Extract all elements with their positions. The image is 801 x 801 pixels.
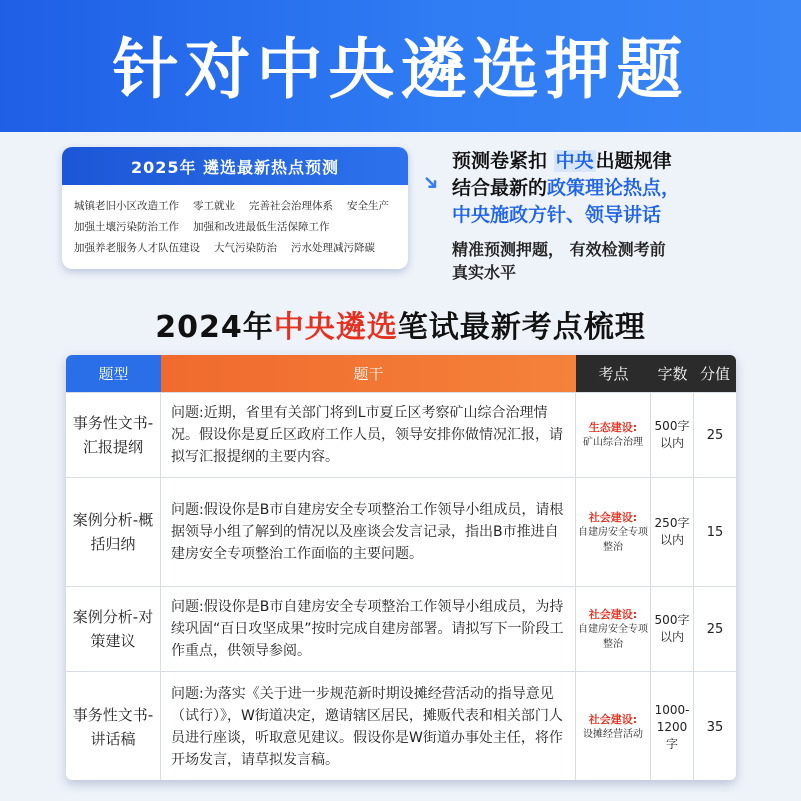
section-title-post: 笔试最新考点梳理 [397, 310, 646, 345]
pitch-sub-line: 真实水平 [452, 263, 517, 282]
hot-topics-row [74, 237, 398, 258]
cell-type: 案例分析-对策建议 [66, 587, 161, 671]
banner-title: 针对中央遴选押题 [112, 30, 689, 108]
cell-stem: 问题:假设你是B市自建房安全专项整治工作领导小组成员，为持续巩固“百日攻坚成果”按时完成自建房部署。请拟写下一阶段工作重点，供领导参阅。 [161, 587, 576, 671]
pitch-text [452, 148, 792, 229]
hot-topic: 城镇老旧小区改造工作 [74, 200, 179, 212]
hot-topic: 加强和改进最低生活保障工作 [193, 221, 330, 233]
cell-score: 25 [706, 427, 724, 443]
header-score: 分值 [694, 355, 736, 392]
key-point-text: 矿山综合治理 [583, 437, 643, 448]
cell-word-count: 1000-1200字 [651, 672, 694, 780]
cell-word-count: 500字以内 [651, 587, 694, 671]
cell-key-point [576, 672, 651, 780]
hot-topic: 加强土壤污染防治工作 [74, 221, 179, 233]
cell-type: 案例分析-概括归纳 [66, 478, 161, 586]
table-header [66, 355, 736, 392]
cell-key-point [576, 393, 651, 477]
hot-topic: 完善社会治理体系 [249, 200, 333, 212]
cell-key-point [576, 478, 651, 586]
key-point-text: 自建房安全专项整治 [578, 623, 648, 650]
hot-topic: 安全生产 [347, 200, 389, 212]
cell-type: 事务性文书-讲话稿 [66, 672, 161, 780]
key-point-tag: 社会建设: [588, 607, 638, 621]
key-point-tag: 社会建设: [588, 713, 638, 726]
key-point-tag: 社会建设: [588, 510, 638, 524]
top-banner [0, 0, 801, 132]
pitch-line: 中央施政方针、领导讲话 [452, 204, 662, 226]
hot-topic: 大气污染防治 [214, 242, 277, 254]
pitch-fragment: 结合最新的 [452, 177, 548, 199]
hot-topics-list [62, 185, 408, 258]
table-row [66, 392, 736, 477]
pitch-line [452, 148, 792, 175]
hot-topics-title: 2025年 遴选最新热点预测 [62, 147, 408, 185]
hot-topics-row [74, 216, 398, 237]
cell-score: 25 [706, 621, 724, 637]
pitch-subtext [452, 238, 752, 284]
header-type: 题型 [66, 355, 161, 392]
section-title-highlight: 中央遴选 [273, 310, 398, 345]
cell-stem: 问题:为落实《关于进一步规范新时期设摊经营活动的指导意见（试行）》，W街道决定，邀请辖区居民，摊贩代表和相关部门人员进行座谈，听取意见建议。假设你是W街道办事处主任，将作开场发言，请草拟发言稿。 [161, 672, 576, 780]
hot-topics-row [74, 195, 398, 216]
pitch-sub-line: 精准预测押题， 有效检测考前 [452, 240, 666, 259]
header-stem: 题干 [161, 355, 576, 392]
hot-topic: 零工就业 [193, 200, 235, 212]
header-word-count: 字数 [651, 355, 694, 392]
cell-word-count: 500字以内 [651, 393, 694, 477]
cell-word-count: 250字以内 [651, 478, 694, 586]
key-point-text: 自建房安全专项整治 [578, 526, 648, 553]
cell-type: 事务性文书-汇报提纲 [66, 393, 161, 477]
pitch-highlight: 政策理论热点， [547, 177, 681, 199]
key-point-text: 设摊经营活动 [583, 729, 643, 740]
exam-table [66, 355, 736, 780]
pitch-line [452, 175, 792, 202]
cell-stem: 问题:近期，省里有关部门将到L市夏丘区考察矿山综合治理情况。假设你是夏丘区政府工作人员，领导安排你做情况汇报，请拟写汇报提纲的主要内容。 [161, 393, 576, 477]
table-row [66, 586, 736, 671]
cell-key-point [576, 587, 651, 671]
hot-topic: 污水处理减污降碳 [291, 242, 375, 254]
pitch-highlight: 中央 [555, 150, 594, 172]
cell-score: 35 [706, 719, 724, 735]
section-title-pre: 2024年 [155, 310, 274, 345]
key-point-tag: 生态建设: [588, 421, 638, 434]
pitch-fragment: 预测卷紧扣 [452, 150, 554, 172]
pitch-fragment: 出题规律 [595, 150, 672, 172]
section-title [0, 302, 801, 346]
hot-topic: 加强养老服务人才队伍建设 [74, 242, 200, 254]
cell-stem: 问题:假设你是B市自建房安全专项整治工作领导小组成员，请根据领导小组了解到的情况以及座谈会发言记录，指出B市推进自建房安全专项整治工作面临的主要问题。 [161, 478, 576, 586]
table-row [66, 671, 736, 780]
arrow-icon: ➜ [417, 167, 446, 197]
hot-topics-card [62, 147, 408, 269]
header-key-point: 考点 [576, 355, 651, 392]
cell-score: 15 [706, 524, 724, 540]
table-row [66, 477, 736, 586]
